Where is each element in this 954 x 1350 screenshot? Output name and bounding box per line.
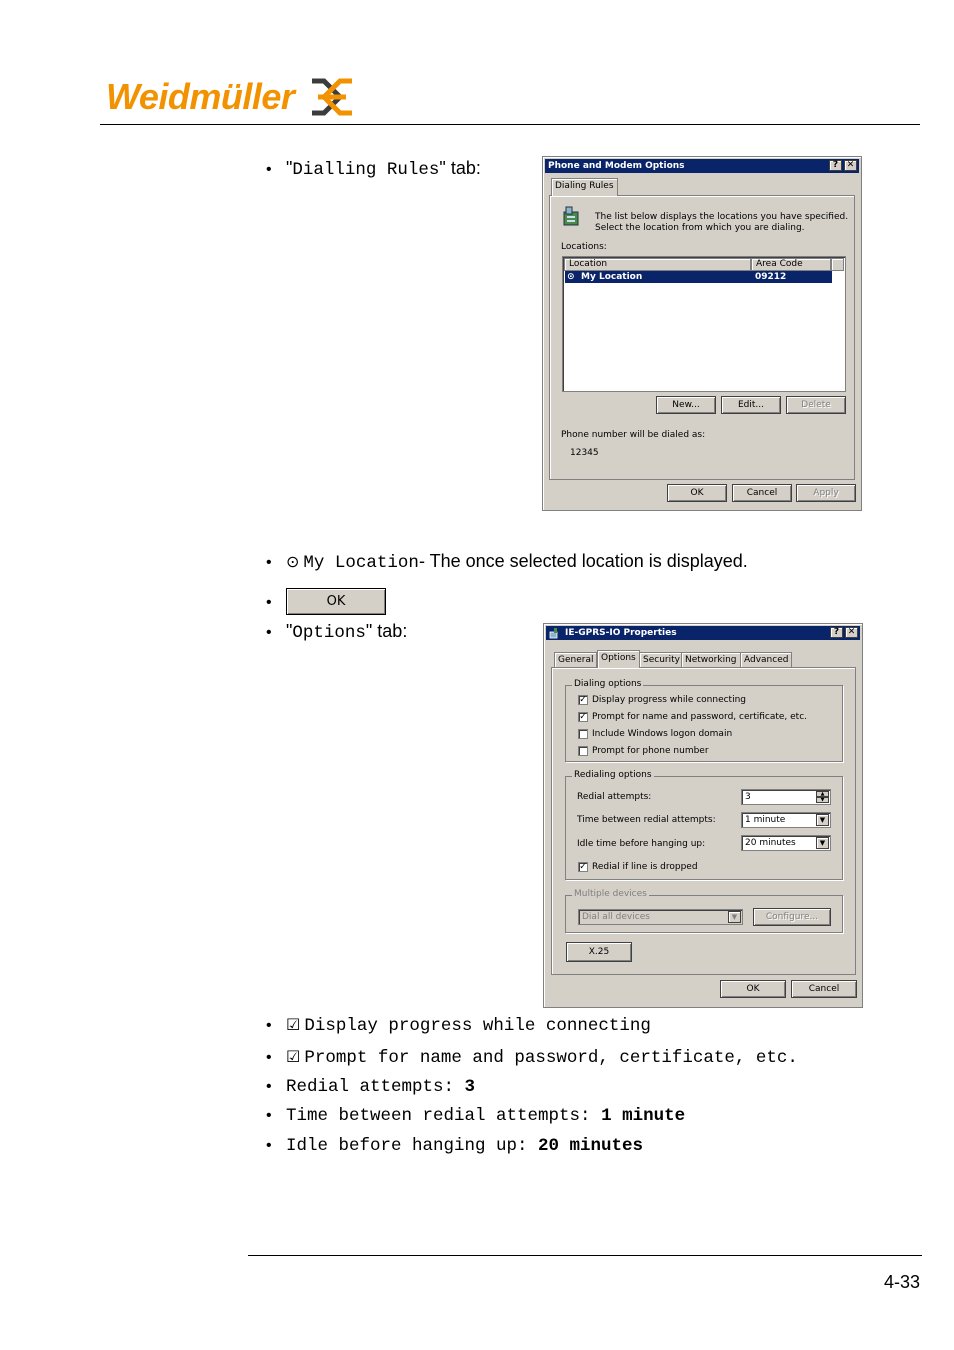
location-area-code: 09212: [755, 272, 787, 282]
configure-button[interactable]: Configure...: [753, 908, 831, 926]
check-mark-icon: ✓: [579, 712, 587, 722]
cancel-button[interactable]: Cancel: [732, 484, 792, 502]
bullet-options-tab: • " Options " tab:: [266, 621, 408, 643]
checkbox-checked-icon: ☑: [286, 1047, 301, 1066]
tab-networking[interactable]: Networking: [681, 652, 741, 668]
bullet-display-progress: • ☑ Display progress while connecting: [266, 1015, 651, 1036]
ok-button[interactable]: OK: [667, 484, 727, 502]
redial-attempts-spinner[interactable]: [741, 789, 831, 805]
prompt-name-text: Prompt for name and password, certificate, etc.: [304, 1048, 798, 1068]
header-rule: [100, 124, 920, 125]
redial-attempts-label: Redial attempts:: [577, 792, 652, 802]
multiple-devices-group: [565, 889, 843, 933]
radio-selected-icon: ⊙: [286, 552, 300, 571]
tab-dialing-rules[interactable]: Dialing Rules: [551, 178, 618, 196]
dialing-options-title: Dialing options: [574, 679, 642, 689]
ie-gprs-io-properties-dialog: [543, 623, 863, 1008]
redial-dropped-checkbox[interactable]: [578, 862, 588, 872]
prompt-name-label: Prompt for name and password, certificate, etc.: [592, 712, 808, 722]
column-area-code[interactable]: Area Code: [751, 258, 831, 271]
idle-time-label: Idle time before hanging up:: [577, 839, 706, 849]
edit-location-button[interactable]: Edit...: [721, 396, 781, 414]
check-mark-icon: ✓: [579, 695, 587, 705]
dropdown-arrow-icon[interactable]: ▼: [728, 911, 741, 923]
weidmuller-logo: [106, 76, 354, 118]
my-location-code: My Location: [303, 553, 419, 573]
include-domain-checkbox[interactable]: [578, 729, 588, 739]
display-progress-text: Display progress while connecting: [304, 1016, 651, 1036]
delete-location-button[interactable]: Delete: [786, 396, 846, 414]
include-domain-label: Include Windows logon domain: [592, 729, 733, 739]
phone-icon: [560, 204, 584, 228]
bullet-my-location: • ⊙ My Location - The once selected location is displayed.: [266, 551, 748, 573]
dialing-options-group: [565, 679, 843, 762]
bullet-time-between: • Time between redial attempts: 1 minute: [266, 1106, 686, 1126]
multiple-devices-title: Multiple devices: [574, 889, 647, 899]
display-progress-label: Display progress while connecting: [592, 695, 747, 705]
time-between-value: 1 minute: [745, 815, 786, 825]
checkbox-checked-icon: ☑: [286, 1015, 301, 1034]
bullet-idle: • Idle before hanging up: 20 minutes: [266, 1136, 644, 1156]
redial-attempts-value: 3: [745, 792, 751, 802]
dropdown-arrow-icon[interactable]: ▼: [816, 814, 829, 826]
redialing-options-group: [565, 770, 843, 880]
location-name: My Location: [581, 272, 643, 282]
idle-value: 20 minutes: [538, 1136, 644, 1156]
bullet-ok: •: [266, 594, 272, 611]
locations-label: Locations:: [561, 242, 607, 252]
redial-attempts-value: 3: [464, 1077, 476, 1097]
page-number: 4-33: [884, 1272, 921, 1292]
time-between-text: Time between redial attempts:: [286, 1106, 602, 1126]
time-between-value: 1 minute: [601, 1106, 686, 1126]
apply-button[interactable]: Apply: [796, 484, 856, 502]
redialing-options-title: Redialing options: [574, 770, 652, 780]
close-button[interactable]: ✕: [844, 160, 857, 171]
redial-attempts-text: Redial attempts:: [286, 1077, 465, 1097]
new-location-button[interactable]: New...: [656, 396, 716, 414]
multiple-devices-value: Dial all devices: [582, 912, 650, 922]
dialling-rules-code: Dialling Rules: [292, 160, 440, 180]
prompt-name-checkbox[interactable]: [578, 712, 588, 722]
locations-listview[interactable]: [562, 256, 846, 392]
spin-down-icon[interactable]: ▼: [816, 797, 829, 803]
dialing-rules-panel: [549, 195, 855, 480]
help-button[interactable]: ?: [829, 160, 842, 171]
dialog-title: Phone and Modem Options: [548, 161, 685, 171]
ok-sample-button: OK: [286, 588, 386, 615]
spin-up-icon[interactable]: ▲: [816, 791, 829, 797]
dial-as-label: Phone number will be dialed as:: [561, 430, 706, 440]
phone-modem-options-dialog: [542, 156, 862, 511]
prompt-phone-checkbox[interactable]: [578, 746, 588, 756]
network-connection-icon: [549, 627, 561, 639]
weidmuller-crossed-lines-icon: [310, 77, 354, 117]
cancel-button[interactable]: Cancel: [791, 980, 857, 998]
tab-advanced[interactable]: Advanced: [740, 652, 792, 668]
selected-location-icon: ⊙: [567, 272, 575, 282]
multiple-devices-select[interactable]: [578, 909, 743, 925]
tab-security[interactable]: Security: [639, 652, 684, 668]
ok-button[interactable]: OK: [720, 980, 786, 998]
redial-dropped-label: Redial if line is dropped: [592, 862, 698, 872]
column-location[interactable]: Location: [564, 258, 751, 271]
brand-name: Weidmüller: [106, 76, 295, 117]
footer-rule: [248, 1255, 922, 1256]
bullet-redial-attempts: • Redial attempts: 3: [266, 1077, 476, 1097]
dial-as-value: 12345: [570, 448, 599, 458]
idle-text: Idle before hanging up:: [286, 1136, 539, 1156]
idle-time-value: 20 minutes: [745, 838, 796, 848]
help-button[interactable]: ?: [830, 627, 843, 638]
check-mark-icon: ✓: [579, 862, 587, 872]
options-code: Options: [292, 623, 366, 643]
my-location-desc: - The once selected location is displayed.: [418, 551, 748, 571]
x25-button[interactable]: X.25: [566, 942, 632, 962]
idle-time-select[interactable]: [741, 835, 831, 851]
display-progress-checkbox[interactable]: [578, 695, 588, 705]
close-button[interactable]: ✕: [845, 627, 858, 638]
bullet-prompt-name: • ☑ Prompt for name and password, certificate, etc.: [266, 1047, 798, 1068]
dropdown-arrow-icon[interactable]: ▼: [816, 837, 829, 849]
dialog-titlebar: [546, 626, 860, 640]
time-between-label: Time between redial attempts:: [577, 815, 716, 825]
tab-general[interactable]: General: [554, 652, 597, 668]
dialog-title: IE-GPRS-IO Properties: [565, 628, 677, 638]
location-row-my-location[interactable]: [565, 271, 832, 283]
tab-options[interactable]: Options: [597, 650, 640, 668]
bullet-dialling-rules: • " Dialling Rules " tab:: [266, 158, 481, 180]
time-between-select[interactable]: [741, 812, 831, 828]
options-panel: [551, 667, 856, 975]
dialing-rules-intro: The list below displays the locations you have specified. Select the location from which you are dialing.: [595, 212, 849, 233]
dialog-titlebar: [545, 159, 859, 173]
prompt-phone-label: Prompt for phone number: [592, 746, 709, 756]
